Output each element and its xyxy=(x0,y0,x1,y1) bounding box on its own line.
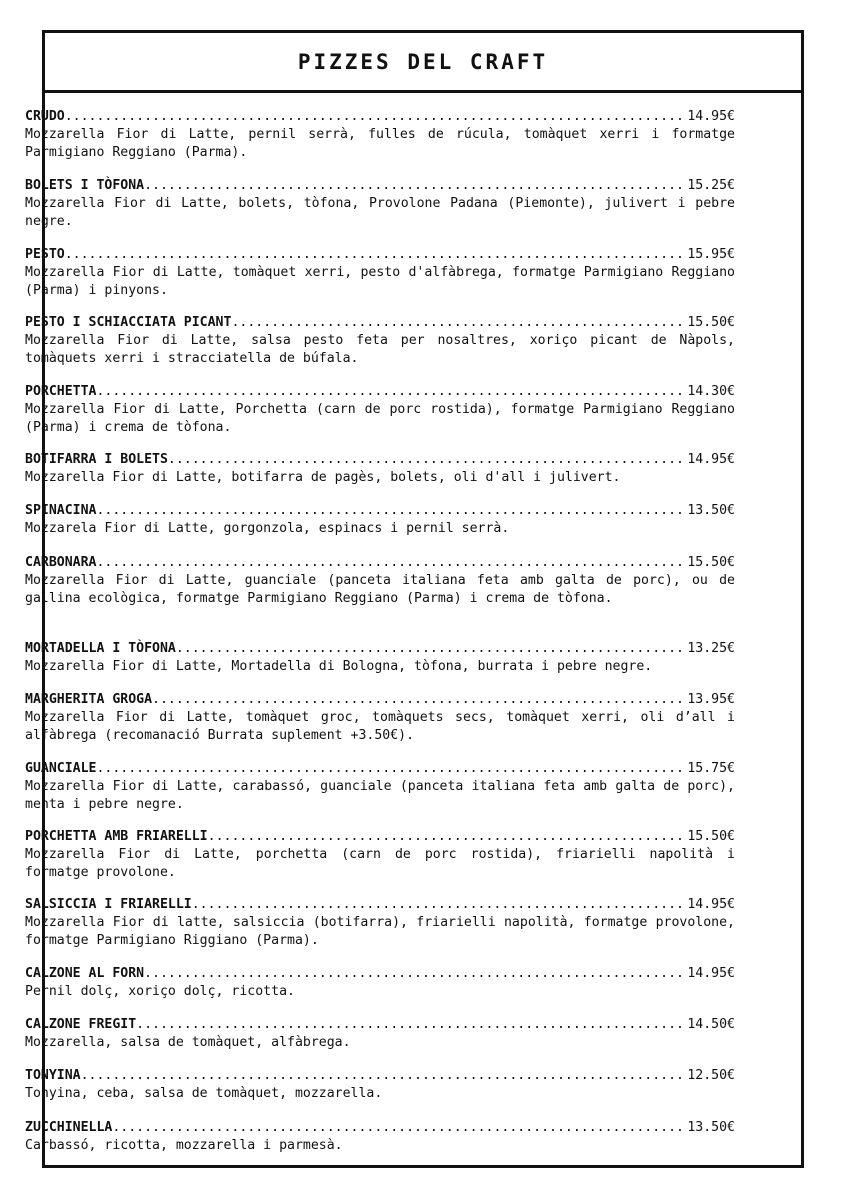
item-description: Mozzarella Fior di Latte, Mortadella di Bologna, tòfona, burrata i pebre negre. xyxy=(25,659,653,674)
item-name: SPINACINA xyxy=(25,503,97,518)
item-description: Mozzarella Fior di Latte, porchetta (carn de porc rostida), friarielli napolità i formatge provolone. xyxy=(25,847,735,880)
item-name: CARBONARA xyxy=(25,555,97,570)
leader-dots xyxy=(144,965,687,983)
item-description: Mozzarella Fior di Latte, pernil serrà, fulles de rúcula, tomàquet xerri i formatge Parmigiano Reggiano (Parma). xyxy=(25,127,735,160)
item-description: Mozzarella Fior di Latte, guanciale (panceta italiana feta amb galta de porc), ou de gallina ecològica, formatge Parmigiano Reggiano (Parma) i crema de tòfona. xyxy=(25,573,735,606)
item-description: Tonyina, ceba, salsa de tomàquet, mozzarella. xyxy=(25,1086,383,1101)
menu-header xyxy=(45,33,801,93)
menu-item xyxy=(25,828,735,882)
item-price: 13.25€ xyxy=(687,641,735,656)
item-price: 14.50€ xyxy=(687,1017,735,1032)
item-name: CALZONE AL FORN xyxy=(25,966,145,981)
leader-dots xyxy=(168,451,687,469)
leader-dots xyxy=(96,502,687,520)
menu-item xyxy=(25,108,735,162)
leader-dots xyxy=(96,383,687,401)
leader-dots xyxy=(96,760,687,778)
item-description: Mozzarella Fior di Latte, tomàquet groc, tomàquets secs, tomàquet xerri, oli d’all i alfàbrega (recomanació Burrata suplement +3.50€). xyxy=(25,710,735,743)
leader-dots xyxy=(231,314,687,332)
item-name: PORCHETTA AMB FRIARELLI xyxy=(25,829,208,844)
leader-dots xyxy=(96,554,687,572)
item-name: PESTO xyxy=(25,247,65,262)
menu-item xyxy=(25,896,735,950)
menu-item xyxy=(25,965,735,1001)
item-name: CRUDO xyxy=(25,109,65,124)
menu-item xyxy=(25,502,735,538)
item-price: 13.50€ xyxy=(687,1120,735,1135)
item-price: 14.30€ xyxy=(687,384,735,399)
item-price: 15.25€ xyxy=(687,178,735,193)
item-price: 15.50€ xyxy=(687,315,735,330)
menu-item xyxy=(25,1119,735,1155)
item-price: 13.50€ xyxy=(687,503,735,518)
leader-dots xyxy=(208,828,688,846)
item-price: 15.95€ xyxy=(687,247,735,262)
item-name: GUANCIALE xyxy=(25,761,97,776)
item-description: Pernil dolç, xoriço dolç, ricotta. xyxy=(25,984,295,999)
item-name: MARGHERITA GROGA xyxy=(25,692,153,707)
item-name: PESTO I SCHIACCIATA PICANT xyxy=(25,315,232,330)
item-name: BOLETS I TÒFONA xyxy=(25,178,145,193)
item-name: PORCHETTA xyxy=(25,384,97,399)
menu-item xyxy=(25,760,735,814)
item-description: Carbassó, ricotta, mozzarella i parmesà. xyxy=(25,1138,343,1153)
item-description: Mozzarella Fior di Latte, carabassó, guanciale (panceta italiana feta amb galta de porc), menta i pebre negre. xyxy=(25,779,735,812)
item-name: SALSICCIA I FRIARELLI xyxy=(25,897,192,912)
item-price: 14.95€ xyxy=(687,966,735,981)
menu-item xyxy=(25,177,735,231)
menu-item xyxy=(25,554,735,608)
item-price: 12.50€ xyxy=(687,1068,735,1083)
item-description: Mozzarella Fior di Latte, bolets, tòfona, Provolone Padana (Piemonte), julivert i pebre negre. xyxy=(25,196,735,229)
leader-dots xyxy=(81,1067,688,1085)
menu-item xyxy=(25,1067,735,1103)
item-description: Mozzarela Fior di Latte, gorgonzola, espinacs i pernil serrà. xyxy=(25,521,510,536)
item-name: BOTIFARRA I BOLETS xyxy=(25,452,168,467)
menu-title: PIZZES DEL CRAFT xyxy=(297,49,549,74)
leader-dots xyxy=(192,896,688,914)
item-price: 14.95€ xyxy=(687,452,735,467)
item-name: TONYINA xyxy=(25,1068,81,1083)
item-name: ZUCCHINELLA xyxy=(25,1120,113,1135)
leader-dots xyxy=(144,177,687,195)
menu-item xyxy=(25,640,735,676)
item-description: Mozzarella Fior di Latte, tomàquet xerri, pesto d'alfàbrega, formatge Parmigiano Reggiano (Parma) i pinyons. xyxy=(25,265,735,298)
item-name: CALZONE FREGIT xyxy=(25,1017,137,1032)
item-description: Mozzarella Fior di latte, salsiccia (botifarra), friarielli napolità, formatge provolone, formatge Parmigiano Riggiano (Parma). xyxy=(25,915,735,948)
item-price: 15.50€ xyxy=(687,829,735,844)
item-price: 13.95€ xyxy=(687,692,735,707)
leader-dots xyxy=(152,691,687,709)
menu-item xyxy=(25,691,735,745)
item-name: MORTADELLA I TÒFONA xyxy=(25,641,176,656)
menu-item xyxy=(25,451,735,487)
menu-item xyxy=(25,246,735,300)
menu-item xyxy=(25,383,735,437)
leader-dots xyxy=(136,1016,687,1034)
item-price: 15.50€ xyxy=(687,555,735,570)
item-price: 15.75€ xyxy=(687,761,735,776)
menu-item xyxy=(25,314,735,368)
leader-dots xyxy=(112,1119,687,1137)
item-description: Mozzarella, salsa de tomàquet, alfàbrega. xyxy=(25,1035,351,1050)
menu-item xyxy=(25,1016,735,1052)
item-price: 14.95€ xyxy=(687,897,735,912)
item-description: Mozzarella Fior di Latte, Porchetta (carn de porc rostida), formatge Parmigiano Reggiano (Parma) i crema de tòfona. xyxy=(25,402,735,435)
item-price: 14.95€ xyxy=(687,109,735,124)
item-description: Mozzarella Fior di Latte, salsa pesto feta per nosaltres, xoriço picant de Nàpols, tomàquets xerri i stracciatella de búfala. xyxy=(25,333,735,366)
leader-dots xyxy=(65,246,688,264)
item-description: Mozzarella Fior di Latte, botifarra de pagès, bolets, oli d'all i julivert. xyxy=(25,470,621,485)
leader-dots xyxy=(176,640,688,658)
leader-dots xyxy=(65,108,688,126)
